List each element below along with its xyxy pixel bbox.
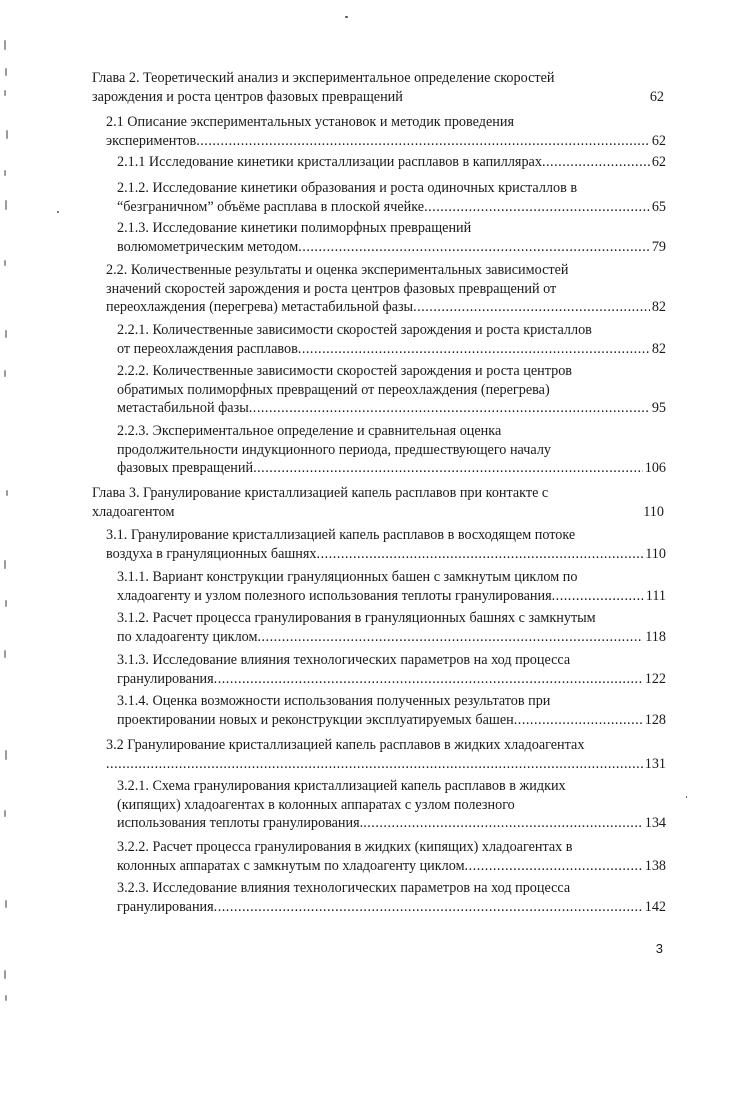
dot-leader <box>214 898 643 917</box>
toc-page-number: 82 <box>651 299 666 315</box>
dot-leader <box>214 670 643 689</box>
toc-entry-3-1-2[interactable]: 3.1.2. Расчет процесса гранулирования в грануляционных башнях с замкнутым по хладоагенту циклом ..... 118 <box>117 609 666 646</box>
toc-entry-2-1-2[interactable]: 2.1.2. Исследование кинетики образования и роста одиночных кристаллов в “безграничном” объёме расплава в плоской ячейке ..... 65 <box>117 179 666 216</box>
dot-leader <box>253 459 643 478</box>
toc-page-number: 122 <box>644 670 666 687</box>
toc-page-number: 79 <box>651 238 666 255</box>
dot-leader <box>465 857 643 876</box>
toc-page-number: 138 <box>644 857 666 874</box>
dot-leader <box>514 711 643 730</box>
toc-page-number: 62 <box>649 88 664 105</box>
toc-entry-3-2[interactable]: 3.2 Гранулирование кристаллизацией капель расплавов в жидких хладоагентах ..... 131 <box>106 736 666 773</box>
toc-entry-3-2-2[interactable]: 3.2.2. Расчет процесса гранулирования в жидких (кипящих) хладоагентах в колонных аппаратах с замкнутым по хладоагенту циклом ..... 138 <box>117 838 666 875</box>
dot-leader <box>542 153 650 172</box>
toc-entry-2-2-2[interactable]: 2.2.2. Количественные зависимости скоростей зарождения и роста центров обратимых полиморфных превращений от переохлаждения (перегрева) метастабильной фазы ..... 95 <box>117 362 666 418</box>
toc-entry-2-2[interactable]: 2.2. Количественные результаты и оценка экспериментальных зависимостей значений скоростей зарождения и роста центров фазовых превращений от переохлаждения (перегрева) метастабильной фазы ..... 82 <box>106 261 666 317</box>
toc-page-number: 110 <box>643 503 664 520</box>
page-number: 3 <box>655 941 663 956</box>
toc-page-number: 62 <box>651 132 666 149</box>
toc-page-number: 106 <box>644 460 666 476</box>
toc-page-number: 128 <box>644 711 666 728</box>
toc-entry-2-1[interactable]: 2.1 Описание экспериментальных установок и методик проведения экспериментов ..... 62 <box>106 113 666 150</box>
dot-leader <box>106 755 643 774</box>
dot-leader <box>552 587 644 606</box>
toc-page-number: 111 <box>645 587 666 604</box>
toc-entry-3-1-4[interactable]: 3.1.4. Оценка возможности использования полученных результатов при проектировании новых и реконструкции эксплуатируемых башен ..... 128 <box>117 692 666 729</box>
toc-page-number: 142 <box>644 898 666 915</box>
dot-leader <box>257 628 643 647</box>
toc-entry-3-2-3[interactable]: 3.2.3. Исследование влияния технологических параметров на ход процесса гранулирования ..... 142 <box>117 879 666 916</box>
toc-entry-3-1-1[interactable]: 3.1.1. Вариант конструкции грануляционных башен с замкнутым циклом по хладоагенту и узлом полезного использования теплоты гранулирования ..... 111 <box>117 568 666 605</box>
dot-leader <box>196 132 650 151</box>
scan-speck <box>57 211 59 213</box>
dot-leader <box>413 298 650 317</box>
dot-leader <box>298 238 650 257</box>
dot-leader <box>298 340 650 359</box>
toc-entry-3-1-3[interactable]: 3.1.3. Исследование влияния технологических параметров на ход процесса гранулирования ..... 122 <box>117 651 666 688</box>
toc-page-number: 134 <box>644 815 666 831</box>
toc-entry-chapter-3[interactable]: Глава 3. Гранулирование кристаллизацией капель расплавов при контакте с хладоагентом 110 <box>92 485 664 520</box>
scan-speck <box>345 16 348 18</box>
toc-page-number: 118 <box>645 628 666 645</box>
toc-page-number: 95 <box>651 400 666 416</box>
toc-page-number: 82 <box>651 340 666 357</box>
toc-page-number: 62 <box>651 154 666 170</box>
scan-margin-artifacts <box>2 30 14 1010</box>
scan-speck <box>686 796 687 798</box>
toc-page-number: 65 <box>651 198 666 215</box>
dot-leader <box>249 399 650 418</box>
dot-leader <box>363 814 643 833</box>
toc-entry-2-2-3[interactable]: 2.2.3. Экспериментальное определение и сравнительная оценка продолжительности индукционного периода, предшествующего началу фазовых превращений ..... 106 <box>117 422 666 478</box>
toc-entry-chapter-2[interactable]: Глава 2. Теоретический анализ и экспериментальное определение скоростей зарождения и роста центров фазовых превращений 62 <box>92 70 664 105</box>
toc-entry-3-1[interactable]: 3.1. Гранулирование кристаллизацией капель расплавов в восходящем потоке воздуха в грануляционных башнях ..... 110 <box>106 526 666 563</box>
toc-page-number: 110 <box>645 545 666 562</box>
toc-page-number: 131 <box>644 755 666 772</box>
dot-leader <box>317 545 644 564</box>
dot-leader <box>424 198 650 217</box>
toc-entry-2-1-3[interactable]: 2.1.3. Исследование кинетики полиморфных превращений волюмометрическим методом ..... 79 <box>117 219 666 256</box>
toc-entry-2-1-1[interactable]: 2.1.1 Исследование кинетики кристаллизации расплавов в капиллярах ..... 62 <box>117 153 666 172</box>
toc-entry-3-2-1[interactable]: 3.2.1. Схема гранулирования кристаллизацией капель расплавов в жидких (кипящих) хладоагентах в колонных аппаратах с узлом полезного использования теплоты гранулирования. ..... 134 <box>117 777 666 833</box>
toc-entry-2-2-1[interactable]: 2.2.1. Количественные зависимости скоростей зарождения и роста кристаллов от переохлаждения расплавов ..... 82 <box>117 321 666 358</box>
